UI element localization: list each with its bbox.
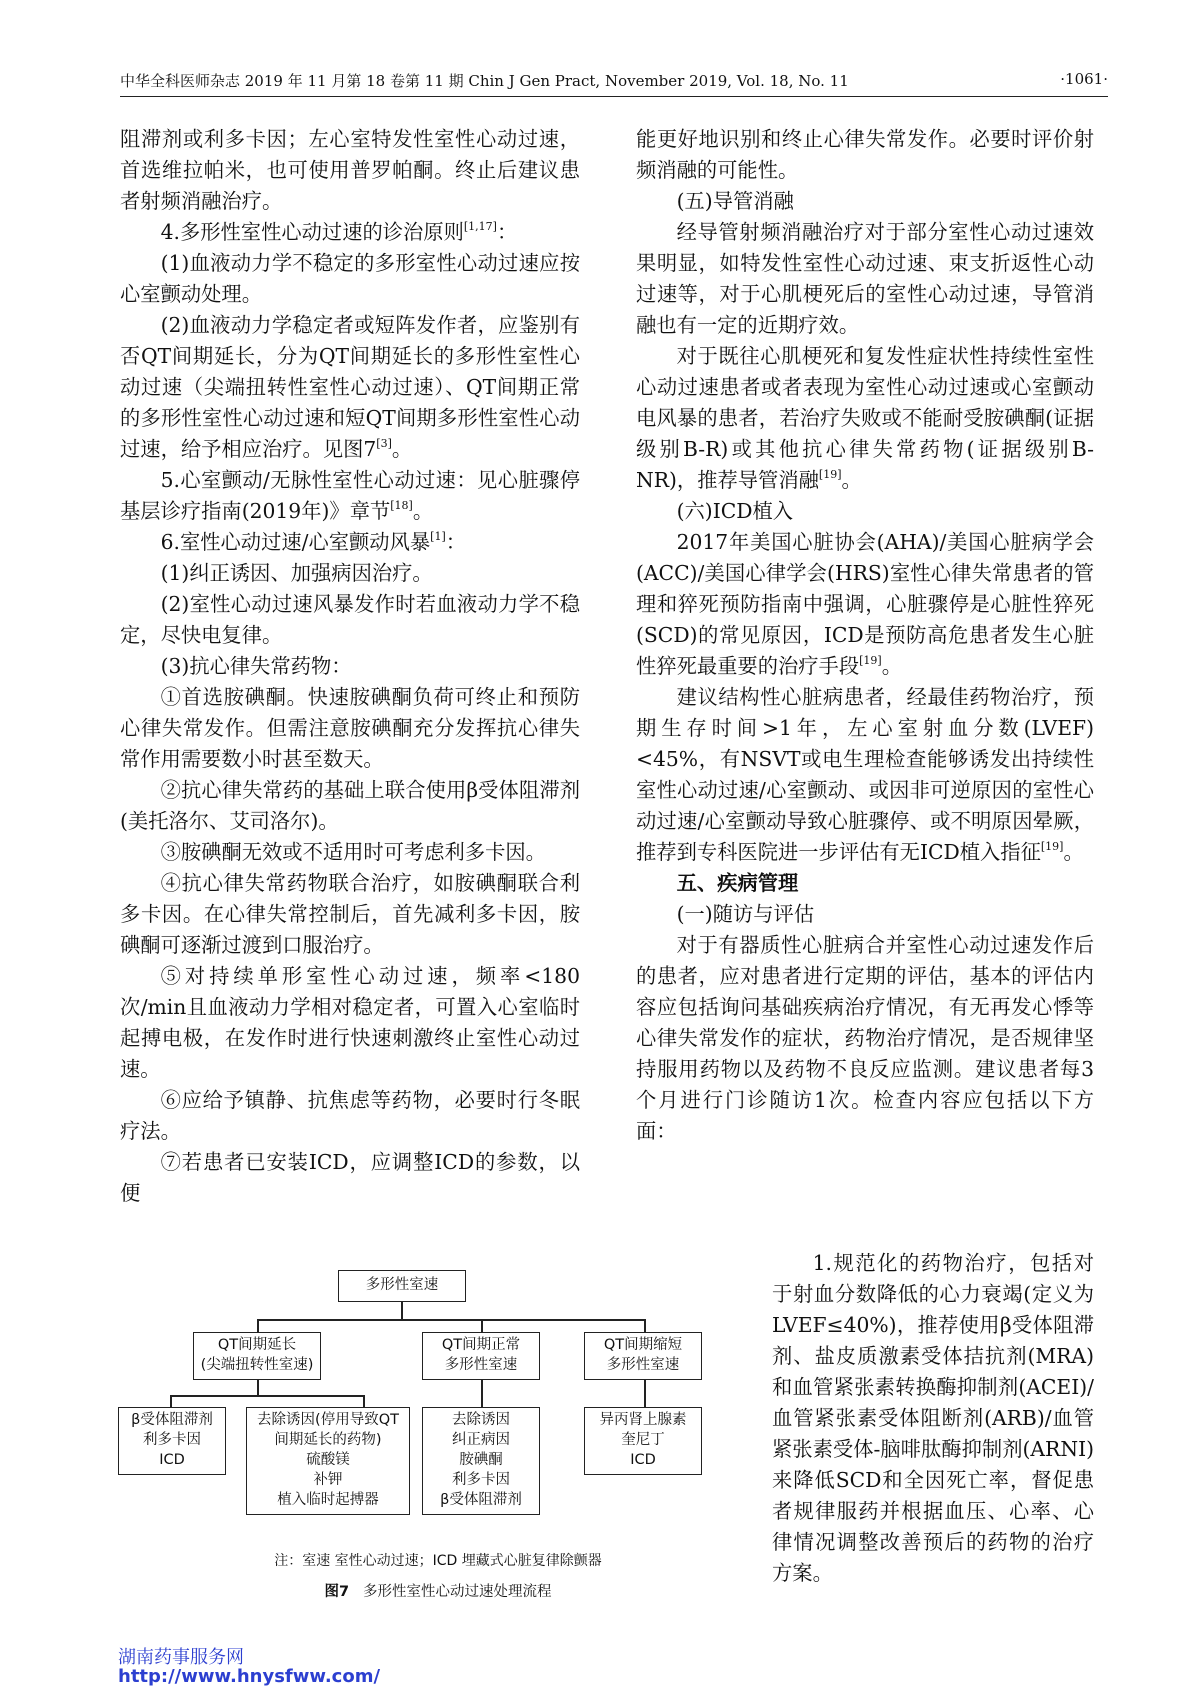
citation: [19]	[859, 654, 882, 667]
right-column-lower	[772, 1248, 1094, 1589]
leaf-line: 异丙肾上腺素	[599, 1412, 687, 1428]
paragraph-text: 建议结构性心脏病患者，经最佳药物治疗，预期生存时间>1年，左心室射血分数(LVEF)<45%，有NSVT或电生理检查能够诱发出持续性室性心动过速/心室颤动、或因非可逆原因的室性心动过速/心室颤动导致心脏骤停、或不明原因晕厥，推荐到专科医院进一步评估有无ICD植入指征	[636, 685, 1094, 864]
flow-branch-qt-short	[584, 1332, 702, 1380]
flow-leaf-box	[118, 1407, 226, 1475]
paragraph-text: 4.多形性室性心动过速的诊治原则	[160, 220, 464, 244]
paragraph-tail: 。	[412, 499, 434, 523]
citation: [1,17]	[463, 220, 497, 233]
watermark-site-name: 湖南药事服务网	[118, 1647, 244, 1668]
paragraph-text: 对于既往心肌梗死和复发性症状性持续性室性心动过速患者或者表现为室性心动过速或心室颤动电风暴的患者，若治疗失败或不能耐受胺碘酮(证据级别B-R)或其他抗心律失常药物(证据级别B-NR)，推荐导管消融	[636, 344, 1094, 492]
flow-leaf-box	[246, 1407, 410, 1515]
watermark-url[interactable]: http://www.hnysfww.com/	[118, 1666, 381, 1687]
section-heading: (六)ICD植入	[676, 499, 794, 523]
leaf-line: β受体阻滞剂	[440, 1492, 522, 1508]
figure-note: 注：室速 室性心动过速；ICD 埋藏式心脏复律除颤器	[274, 1553, 602, 1569]
branch-line: 多形性室速	[606, 1357, 680, 1373]
flow-branch-qt-long	[193, 1332, 321, 1380]
citation: [19]	[1040, 840, 1064, 853]
section-heading-bold: 五、疾病管理	[676, 871, 799, 895]
leaf-line: 植入临时起搏器	[277, 1492, 379, 1508]
connector-line	[644, 1319, 646, 1332]
paragraph-text: 6.室性心动过速/心室颤动风暴	[160, 530, 431, 554]
branch-line: (尖端扭转性室速)	[200, 1357, 314, 1373]
paragraph: (1)血液动力学不稳定的多形室性心动过速应按心室颤动处理。	[120, 251, 580, 306]
figure-caption	[118, 1580, 758, 1601]
branch-line: QT间期延长	[217, 1337, 297, 1353]
paragraph-text: 5.心室颤动/无脉性室性心动过速：见心脏骤停基层诊疗指南(2019年)》章节	[120, 468, 580, 523]
connector-line	[257, 1380, 259, 1396]
section-heading: (一)随访与评估	[676, 902, 815, 926]
leaf-line: 间期延长的药物)	[274, 1432, 382, 1448]
journal-citation: 中华全科医师杂志 2019 年 11 月第 18 卷第 11 期 Chin J Gen Pract, November 2019, Vol. 18, No. 11	[120, 72, 849, 90]
citation: [18]	[390, 499, 413, 512]
leaf-line: 补钾	[313, 1472, 343, 1488]
leaf-line: 利多卡因	[452, 1472, 510, 1488]
paragraph-tail: ：	[445, 530, 467, 554]
paragraph: ③胺碘酮无效或不适用时可考虑利多卡因。	[160, 840, 546, 864]
leaf-line: 去除诱因	[452, 1412, 510, 1428]
branch-line: QT间期正常	[441, 1337, 521, 1353]
paragraph-text: (2)血液动力学稳定者或短阵发作者，应鉴别有否QT间期延长，分为QT间期延长的多形性室性心动过速（尖端扭转性室性心动过速）、QT间期正常的多形性室性心动过速和短QT间期多形性室性心动过速，给予相应治疗。见图7	[120, 313, 580, 461]
paragraph: ④抗心律失常药物联合治疗，如胺碘酮联合利多卡因。在心律失常控制后，首先减利多卡因，胺碘酮可逐渐过渡到口服治疗。	[120, 871, 580, 957]
citation: [19]	[818, 468, 842, 481]
leaf-line: 奎尼丁	[621, 1432, 665, 1448]
left-column	[120, 124, 580, 1209]
connector-line	[257, 1319, 259, 1332]
paragraph: ②抗心律失常药的基础上联合使用β受体阻滞剂(美托洛尔、艾司洛尔)。	[120, 778, 580, 833]
figure-number: 图7	[324, 1584, 350, 1600]
connector-line	[481, 1319, 483, 1332]
leaf-line: 去除诱因(停用导致QT	[257, 1412, 399, 1428]
paragraph: 阻滞剂或利多卡因；左心室特发性室性心动过速，首选维拉帕米，也可使用普罗帕酮。终止后建议患者射频消融治疗。	[120, 127, 580, 213]
paragraph: (3)抗心律失常药物：	[160, 654, 352, 678]
paragraph: ⑦若患者已安装ICD，应调整ICD的参数，以便	[120, 1150, 580, 1205]
leaf-line: ICD	[630, 1452, 656, 1468]
paragraph-tail: 。	[391, 437, 413, 461]
paragraph: 1.规范化的药物治疗，包括对于射血分数降低的心力衰竭(定义为LVEF≤40%)，推荐使用β受体阻滞剂、盐皮质激素受体拮抗剂(MRA)和血管紧张素转换酶抑制剂(ACEI)/血管紧张素受体阻断剂(ARB)/血管紧张素受体-脑啡肽酶抑制剂(ARNI)来降低SCD和全因死亡率，督促患者规律服药并根据血压、心率、心律情况调整改善预后的药物的治疗方案。	[772, 1251, 1094, 1585]
leaf-line: ICD	[159, 1452, 185, 1468]
paragraph	[120, 310, 580, 465]
paragraph: (1)纠正诱因、加强病因治疗。	[160, 561, 433, 585]
paragraph: ⑥应给予镇静、抗焦虑等药物，必要时行冬眠疗法。	[120, 1088, 580, 1143]
leaf-line: 利多卡因	[143, 1432, 201, 1448]
paragraph-tail: ：	[496, 220, 518, 244]
leaf-line: 硫酸镁	[306, 1452, 350, 1468]
citation: [1]	[430, 530, 446, 543]
right-column	[636, 124, 1094, 1147]
leaf-line: β受体阻滞剂	[131, 1412, 213, 1428]
flow-root-text: 多形性室速	[365, 1277, 439, 1293]
section-heading: (五)导管消融	[676, 189, 794, 213]
branch-line: QT间期缩短	[603, 1337, 683, 1353]
paragraph: 经导管射频消融治疗对于部分室性心动过速效果明显，如特发性室性心动过速、束支折返性心动过速等，对于心肌梗死后的室性心动过速，导管消融也有一定的近期疗效。	[636, 220, 1094, 337]
paragraph-tail: 。	[881, 654, 902, 678]
flow-leaf-box	[422, 1407, 540, 1515]
running-header	[120, 66, 1108, 97]
leaf-line: 胺碘酮	[459, 1452, 503, 1468]
leaf-line: 纠正病因	[452, 1432, 510, 1448]
branch-line: 多形性室速	[444, 1357, 518, 1373]
connector-line	[170, 1395, 172, 1407]
connector-line	[257, 1319, 645, 1321]
flow-root-box	[338, 1270, 466, 1302]
paragraph: ①首选胺碘酮。快速胺碘酮负荷可终止和预防心律失常发作。但需注意胺碘酮充分发挥抗心律失常作用需要数小时甚至数天。	[120, 685, 580, 771]
page-number: ·1061·	[1060, 70, 1108, 88]
connector-line	[401, 1302, 403, 1320]
paragraph: 能更好地识别和终止心律失常发作。必要时评价射频消融的可能性。	[636, 127, 1094, 182]
paragraph: (2)室性心动过速风暴发作时若血液动力学不稳定，尽快电复律。	[120, 592, 580, 647]
connector-line	[481, 1380, 483, 1407]
flow-branch-qt-normal	[422, 1332, 540, 1380]
paragraph-tail: 。	[841, 468, 862, 492]
paragraph: 对于有器质性心脏病合并室性心动过速发作后的患者，应对患者进行定期的评估，基本的评估内容应包括询问基础疾病治疗情况，有无再发心悸等心律失常发作的症状，药物治疗情况，是否规律坚持服用药物以及药物不良反应监测。建议患者每3个月进行门诊随访1次。检查内容应包括以下方面：	[636, 933, 1094, 1143]
paragraph	[120, 465, 580, 527]
flowchart-figure-7	[118, 1260, 758, 1590]
connector-line	[170, 1395, 364, 1397]
citation: [3]	[376, 437, 392, 450]
paragraph-tail: 。	[1063, 840, 1084, 864]
paragraph	[636, 527, 1094, 682]
connector-line	[363, 1395, 365, 1407]
paragraph	[636, 682, 1094, 868]
paragraph	[120, 527, 580, 558]
paragraph-text: 2017年美国心脏协会(AHA)/美国心脏病学会(ACC)/美国心律学会(HRS)室性心律失常患者的管理和猝死预防指南中强调，心脏骤停是心脏性猝死(SCD)的常见原因，ICD是预防高危患者发生心脏性猝死最重要的治疗手段	[636, 530, 1094, 678]
connector-line	[644, 1380, 646, 1407]
paragraph	[636, 341, 1094, 496]
paragraph	[120, 217, 580, 248]
figure-title: 多形性室性心动过速处理流程	[363, 1584, 552, 1600]
flow-leaf-box	[584, 1407, 702, 1475]
paragraph: ⑤对持续单形室性心动过速，频率<180次/min且血液动力学相对稳定者，可置入心室临时起搏电极，在发作时进行快速刺激终止室性心动过速。	[120, 964, 580, 1081]
